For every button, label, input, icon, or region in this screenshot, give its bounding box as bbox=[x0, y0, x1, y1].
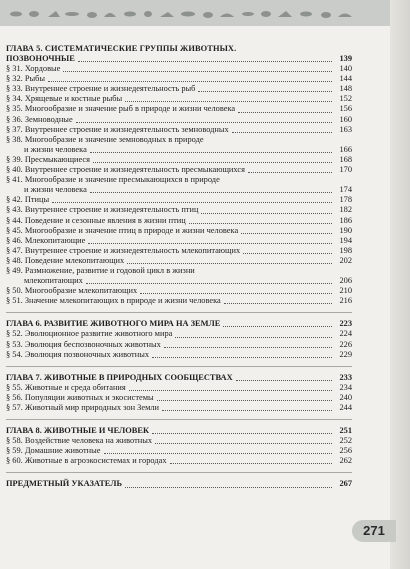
dot-leader bbox=[76, 122, 332, 123]
chapter-block bbox=[6, 373, 352, 413]
toc-entry bbox=[6, 115, 352, 125]
toc-entry bbox=[6, 74, 352, 84]
chapter-block bbox=[6, 44, 352, 306]
dot-leader bbox=[155, 443, 332, 444]
dot-leader bbox=[63, 71, 332, 72]
entry-title: § 58. Воздействие человека на животных bbox=[6, 436, 153, 446]
entry-page-number: 170 bbox=[339, 165, 352, 175]
toc-entry bbox=[6, 436, 352, 446]
entry-title: § 34. Хрящевые и костные рыбы bbox=[6, 94, 123, 104]
dot-leader bbox=[90, 192, 332, 193]
page-number: 271 bbox=[352, 520, 396, 542]
toc-entry bbox=[6, 125, 352, 135]
entry-title: § 48. Поведение млекопитающих bbox=[6, 255, 125, 265]
dot-leader bbox=[198, 91, 332, 92]
entry-title: ГЛАВА 7. ЖИВОТНЫЕ В ПРИРОДНЫХ СООБЩЕСТВАХ bbox=[6, 372, 233, 382]
entry-title: ГЛАВА 6. РАЗВИТИЕ ЖИВОТНОГО МИРА НА ЗЕМЛЕ bbox=[6, 319, 221, 329]
dot-leader bbox=[140, 293, 332, 294]
decorative-header-band bbox=[0, 0, 410, 26]
entry-page-number: 240 bbox=[339, 392, 352, 402]
entry-page-number: 244 bbox=[339, 403, 352, 412]
dot-leader bbox=[170, 463, 332, 464]
entry-title: § 33. Внутреннее строение и жизнедеятельность рыб bbox=[6, 84, 196, 94]
entry-title: § 59. Домашние животные bbox=[6, 446, 101, 456]
entry-page-number: 229 bbox=[339, 349, 352, 359]
toc-entry bbox=[6, 246, 352, 256]
toc-entry bbox=[6, 165, 352, 175]
entry-page-number: 226 bbox=[339, 339, 352, 349]
dot-leader bbox=[157, 400, 332, 401]
chapter-divider bbox=[6, 366, 352, 367]
page-edge-shadow bbox=[390, 0, 410, 569]
dot-leader bbox=[164, 347, 332, 348]
dot-leader bbox=[238, 112, 332, 113]
toc-entry bbox=[6, 403, 352, 413]
entry-page-number: 223 bbox=[339, 319, 352, 329]
chapter-block bbox=[6, 479, 352, 489]
entry-title: § 57. Животный мир природных зон Земли bbox=[6, 403, 160, 412]
chapter-title: ГЛАВА 5. СИСТЕМАТИЧЕСКИЕ ГРУППЫ ЖИВОТНЫХ. bbox=[6, 44, 237, 53]
chapter-title bbox=[6, 426, 352, 436]
entry-page-number: 256 bbox=[339, 446, 352, 456]
entry-page-number: 163 bbox=[339, 124, 352, 134]
toc-entry bbox=[6, 350, 352, 360]
dot-leader bbox=[152, 357, 332, 358]
entry-page-number: 252 bbox=[339, 436, 352, 446]
entry-page-number: 206 bbox=[339, 276, 352, 286]
dot-leader bbox=[48, 81, 332, 82]
toc-entry bbox=[6, 276, 352, 286]
toc-entry bbox=[6, 155, 352, 165]
entry-title: § 60. Животные в агроэкосистемах и городах bbox=[6, 456, 167, 466]
toc-entry-line: § 41. Многообразие и значение пресмыкающихся в природе bbox=[6, 175, 220, 185]
entry-page-number: 194 bbox=[339, 235, 352, 245]
toc-entry bbox=[6, 145, 352, 155]
entry-title: § 36. Земноводные bbox=[6, 114, 73, 124]
entry-page-number: 190 bbox=[339, 225, 352, 235]
entry-title: § 32. Рыбы bbox=[6, 74, 46, 84]
entry-page-number: 148 bbox=[339, 84, 352, 94]
entry-page-number: 178 bbox=[339, 195, 352, 205]
dot-leader bbox=[93, 162, 332, 163]
entry-page-number: 262 bbox=[339, 456, 352, 466]
entry-page-number: 216 bbox=[339, 296, 352, 306]
entry-title: § 52. Эволюционное развитие животного мира bbox=[6, 329, 173, 339]
entry-page-number: 166 bbox=[339, 144, 352, 154]
entry-title: ПОЗВОНОЧНЫЕ bbox=[6, 54, 75, 63]
entry-title: ПРЕДМЕТНЫЙ УКАЗАТЕЛЬ bbox=[6, 479, 123, 489]
table-of-contents bbox=[6, 44, 352, 496]
dot-leader bbox=[129, 390, 332, 391]
chapter-title bbox=[6, 373, 352, 383]
dot-leader bbox=[223, 326, 332, 327]
entry-title: и жизни человека bbox=[24, 144, 87, 154]
toc-entry bbox=[6, 64, 352, 74]
chapter-block bbox=[6, 319, 352, 359]
dot-leader bbox=[125, 487, 332, 488]
entry-page-number: 139 bbox=[339, 54, 352, 63]
entry-page-number: 210 bbox=[339, 286, 352, 296]
dot-leader bbox=[243, 253, 332, 254]
entry-page-number: 186 bbox=[339, 215, 352, 225]
dot-leader bbox=[125, 101, 332, 102]
entry-page-number: 144 bbox=[339, 74, 352, 84]
entry-title: § 55. Животные и среда обитания bbox=[6, 382, 126, 392]
dot-leader bbox=[236, 380, 332, 381]
toc-entry-line: § 38. Многообразие и значение земноводных в природе bbox=[6, 134, 204, 144]
chapter-divider bbox=[6, 312, 352, 313]
toc-entry bbox=[6, 393, 352, 403]
entry-title: § 42. Птицы bbox=[6, 195, 50, 205]
entry-page-number: 202 bbox=[339, 255, 352, 265]
chapter-block bbox=[6, 426, 352, 466]
entry-title: § 39. Пресмыкающиеся bbox=[6, 154, 90, 164]
toc-entry bbox=[6, 205, 352, 215]
entry-title: § 54. Эволюция позвоночных животных bbox=[6, 349, 150, 359]
entry-page-number: 267 bbox=[339, 479, 352, 489]
dot-leader bbox=[104, 453, 333, 454]
dot-leader bbox=[162, 410, 332, 411]
toc-entry bbox=[6, 236, 352, 246]
entry-title: § 35. Многообразие и значение рыб в природе и жизни человека bbox=[6, 104, 236, 114]
entry-title: § 31. Хордовые bbox=[6, 64, 61, 74]
toc-entry bbox=[6, 94, 352, 104]
toc-entry bbox=[6, 216, 352, 226]
toc-entry bbox=[6, 446, 352, 456]
entry-title: § 51. Значение млекопитающих в природе и жизни человека bbox=[6, 296, 221, 306]
dot-leader bbox=[248, 172, 332, 173]
toc-entry bbox=[6, 256, 352, 266]
entry-page-number: 233 bbox=[339, 372, 352, 382]
dot-leader bbox=[86, 283, 332, 284]
entry-title: и жизни человека bbox=[24, 185, 87, 195]
toc-entry bbox=[6, 296, 352, 306]
entry-title: § 44. Поведение и сезонные явления в жизни птиц bbox=[6, 215, 186, 225]
entry-page-number: 224 bbox=[339, 329, 352, 339]
entry-title: § 53. Эволюция беспозвоночных животных bbox=[6, 339, 161, 349]
entry-page-number: 160 bbox=[339, 114, 352, 124]
entry-title: § 46. Млекопитающие bbox=[6, 235, 86, 245]
entry-page-number: 168 bbox=[339, 154, 352, 164]
dot-leader bbox=[189, 223, 332, 224]
entry-title: § 56. Популяции животных и экосистемы bbox=[6, 392, 154, 402]
dot-leader bbox=[232, 132, 332, 133]
animal-silhouettes-decoration bbox=[8, 9, 358, 19]
entry-page-number: 182 bbox=[339, 205, 352, 215]
dot-leader bbox=[127, 263, 332, 264]
toc-entry bbox=[6, 329, 352, 339]
entry-title: § 45. Многообразие и значение птиц в природе и жизни человека bbox=[6, 225, 239, 235]
toc-entry bbox=[6, 456, 352, 466]
dot-leader bbox=[241, 233, 332, 234]
entry-page-number: 152 bbox=[339, 94, 352, 104]
entry-title: § 40. Внутреннее строение и жизнедеятельность пресмыкающихся bbox=[6, 165, 245, 175]
dot-leader bbox=[175, 337, 332, 338]
entry-title: § 43. Внутреннее строение и жизнедеятельность птиц bbox=[6, 205, 199, 215]
chapter-title bbox=[6, 54, 352, 64]
toc-entry bbox=[6, 340, 352, 350]
dot-leader bbox=[201, 213, 332, 214]
entry-page-number: 198 bbox=[339, 245, 352, 255]
chapter-title bbox=[6, 479, 352, 489]
entry-page-number: 156 bbox=[339, 104, 352, 114]
toc-entry bbox=[6, 104, 352, 114]
entry-page-number: 251 bbox=[339, 426, 352, 436]
dot-leader bbox=[52, 202, 332, 203]
toc-entry bbox=[6, 195, 352, 205]
dot-leader bbox=[90, 152, 332, 153]
toc-entry bbox=[6, 226, 352, 236]
entry-title: ГЛАВА 8. ЖИВОТНЫЕ И ЧЕЛОВЕК bbox=[6, 426, 150, 436]
entry-page-number: 140 bbox=[339, 64, 352, 74]
chapter-title bbox=[6, 319, 352, 329]
toc-entry bbox=[6, 84, 352, 94]
entry-title: млекопитающих bbox=[24, 276, 83, 286]
entry-page-number: 174 bbox=[339, 185, 352, 195]
toc-entry-line: § 49. Размножение, развитие и годовой цикл в жизни bbox=[6, 265, 195, 275]
dot-leader bbox=[88, 243, 332, 244]
entry-title: § 37. Внутреннее строение и жизнедеятельность земноводных bbox=[6, 124, 229, 134]
dot-leader bbox=[78, 61, 332, 62]
toc-entry bbox=[6, 286, 352, 296]
chapter-divider bbox=[6, 472, 352, 473]
toc-entry bbox=[6, 383, 352, 393]
entry-title: § 47. Внутреннее строение и жизнедеятельность млекопитающих bbox=[6, 245, 241, 255]
entry-title: § 50. Многообразие млекопитающих bbox=[6, 286, 138, 296]
chapter-divider bbox=[6, 419, 352, 420]
dot-leader bbox=[152, 433, 332, 434]
entry-page-number: 234 bbox=[339, 382, 352, 392]
dot-leader bbox=[224, 303, 332, 304]
toc-entry bbox=[6, 185, 352, 195]
